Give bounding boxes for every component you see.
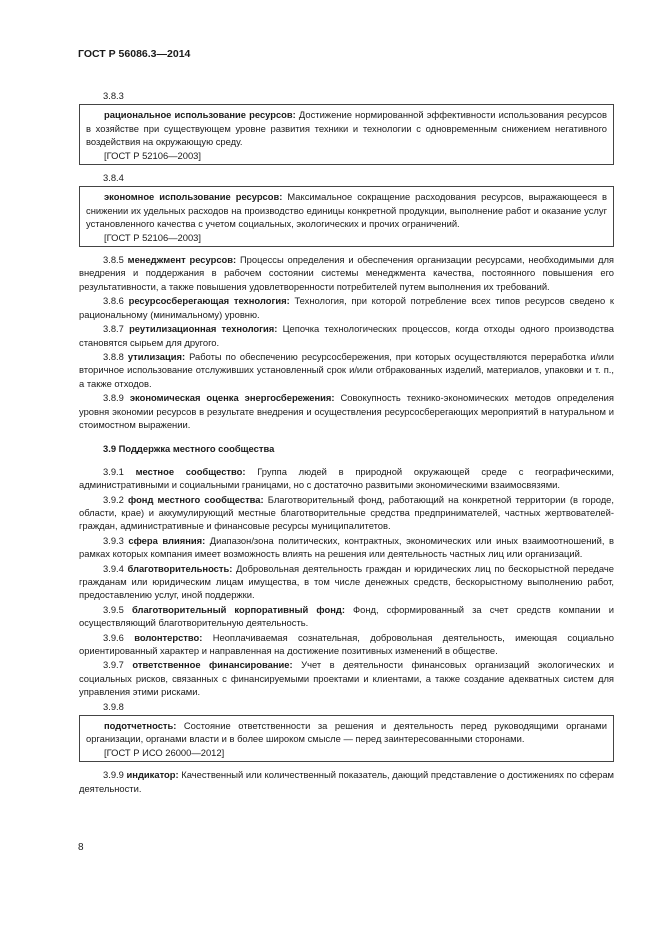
- document-body: [79, 89, 614, 796]
- term-entry-3-9-5: [79, 603, 614, 630]
- term-definition: Благотворительный фонд, работающий на конкретной территории (в городе, области, крае) и аккумулирующий местные благотворительные средства предпринимателей, частных жертвователей-граждан, административные и финансовые ресурсы муниципалитетов.: [79, 493, 615, 532]
- term-definition: Цепочка технологических процессов, когда отходы одного производства становятся сырьем для другого.: [79, 323, 615, 348]
- term-number: 3.8.7: [103, 323, 124, 335]
- term-name: менеджмент ресурсов:: [127, 254, 237, 266]
- term-number: 3.9.8: [103, 700, 124, 712]
- term-definition: Неоплачиваемая сознательная, добровольная деятельность, имеющая социально ориентированный характер и направленная на достижение позитивных изменений в обществе.: [79, 631, 614, 657]
- term-definition: Диапазон/зона политических, контрактных, экономических или иных взаимоотношений, в рамках которых компания имеет возможность влиять на решения или деятельность частных лиц или организаций.: [79, 534, 614, 560]
- term-definition: Добровольная деятельность граждан и юридических лиц по бескорыстной передаче гражданам или юридическим лицам имущества, в том числе денежных средств, бескорыстному выполнению работ, предоставлению услуг, иной поддержки.: [79, 562, 614, 601]
- term-name: ресурсосберегающая технология:: [128, 295, 290, 307]
- term-definition: Совокупность технико-экономических методов определения уровня экономии ресурсов в результате внедрения и осуществления ресурсосберегающих мероприятий в натуральном и стоимостном выражении.: [79, 392, 614, 430]
- term-number: 3.9.6: [103, 631, 124, 643]
- term-number: 3.8.9: [103, 392, 124, 404]
- term-number: 3.9.7: [103, 659, 124, 671]
- quoted-definition-box: [79, 104, 614, 165]
- source-reference: [ГОСТ Р 52106—2003]: [104, 149, 201, 161]
- term-number: 3.8.4: [103, 172, 124, 184]
- term-name: ответственное финансирование:: [132, 659, 293, 671]
- term-name: волонтерство:: [134, 631, 203, 643]
- term-name: местное сообщество:: [135, 465, 246, 477]
- term-number: 3.8.8: [103, 350, 124, 362]
- term-entry-3-8-9: [79, 391, 614, 431]
- term-name: индикатор:: [126, 769, 179, 781]
- term-entry-3-9-6: [79, 631, 614, 658]
- term-number: 3.9.2: [103, 493, 124, 505]
- term-block-3-8-3: [79, 89, 614, 165]
- term-entry-3-8-8: [79, 350, 614, 390]
- term-name: благотворительность:: [127, 562, 233, 574]
- term-name: реутилизационная технология:: [129, 323, 278, 335]
- term-block-3-8-4: [79, 171, 614, 247]
- source-reference: [ГОСТ Р 52106—2003]: [104, 231, 201, 243]
- term-name: благотворительный корпоративный фонд:: [131, 603, 345, 615]
- term-definition: Фонд, сформированный за счет средств компании и осуществляющий благотворительную деятельность.: [79, 603, 614, 629]
- document-header: ГОСТ Р 56086.3—2014: [78, 48, 191, 60]
- term-definition: Работы по обеспечению ресурсосбережения, при которых осуществляются переработка и/или вторичное использование отслуживших установленный срок и/или отбракованных изделий, материалов, упаковки и т. п., а также отходов.: [79, 350, 615, 389]
- term-entry-3-9-2: [79, 493, 614, 533]
- term-number: 3.8.5: [103, 254, 124, 266]
- term-number: 3.9.9: [103, 769, 124, 781]
- source-reference: [ГОСТ Р ИСО 26000—2012]: [104, 746, 225, 758]
- term-number: 3.9.3: [103, 534, 124, 546]
- term-definition: Процессы определения и обеспечения организации ресурсами, необходимыми для внедрения и поддержания в рабочем состоянии системы менеджмента качества, постоянного повышения его результативности, а также повышения удовлетворенности потребителей путем выполнения их требований.: [79, 254, 615, 292]
- term-name: сфера влияния:: [128, 534, 206, 546]
- term-number: 3.9.1: [103, 465, 124, 477]
- term-entry-3-8-5: [79, 253, 614, 293]
- term-name: экономическая оценка энергосбережения:: [129, 392, 335, 404]
- term-entry-3-9-7: [79, 658, 614, 698]
- term-number: 3.8.3: [103, 90, 124, 101]
- term-definition: Достижение нормированной эффективности использования ресурсов в хозяйстве при существующем уровне развития техники и технологии с одновременным снижением негативного воздействия на окружающую среду.: [86, 109, 607, 148]
- term-entry-3-9-3: [79, 534, 614, 561]
- term-entry-3-8-6: [79, 294, 614, 321]
- term-number: 3.9.4: [103, 562, 124, 574]
- term-name: экономное использование ресурсов:: [104, 191, 283, 203]
- term-definition: Технология, при которой потребление всех типов ресурсов сведено к рациональному (минимальному) уровню.: [79, 295, 614, 320]
- term-definition: Максимальное сокращение расходования ресурсов, выражающееся в снижении их удельных расходов на производство единицы конкретной продукции, выполнение работ и оказание услуг установленного качества с учетом социальных, экологических и прочих ограничений.: [86, 191, 607, 230]
- quoted-definition-box: [79, 715, 614, 762]
- page-number: 8: [78, 842, 84, 853]
- quoted-definition-box: [79, 186, 614, 247]
- term-definition: Учет в деятельности финансовых организаций экологических и социальных рисков, связанных с финансируемыми проектами и клиентами, а также создание адекватных систем для управления этими рисками.: [79, 659, 614, 698]
- term-definition: Качественный или количественный показатель, дающий представление о достижениях по сферам деятельности.: [79, 769, 615, 794]
- term-name: подотчетность:: [104, 720, 177, 732]
- section-heading: 3.9 Поддержка местного сообщества: [103, 443, 275, 455]
- term-entry-3-9-9: [79, 768, 614, 795]
- term-name: утилизация:: [127, 350, 186, 362]
- term-definition: Состояние ответственности за решения и деятельность перед руководящими органами организации, органами власти и в более широком смысле — перед заинтересованными сторонами.: [86, 720, 607, 745]
- term-entry-3-9-1: [79, 465, 614, 492]
- term-name: рациональное использование ресурсов:: [104, 109, 296, 121]
- term-name: фонд местного сообщества:: [128, 493, 264, 505]
- term-definition: Группа людей в природной окружающей среде с географическими, административными и социальными границами, но с достаточно развитыми экономическими взаимосвязями.: [79, 465, 614, 491]
- term-number: 3.9.5: [103, 603, 124, 615]
- term-entry-3-8-7: [79, 322, 614, 349]
- term-block-3-9-8: [79, 700, 614, 763]
- term-number: 3.8.6: [103, 295, 124, 307]
- term-entry-3-9-4: [79, 562, 614, 602]
